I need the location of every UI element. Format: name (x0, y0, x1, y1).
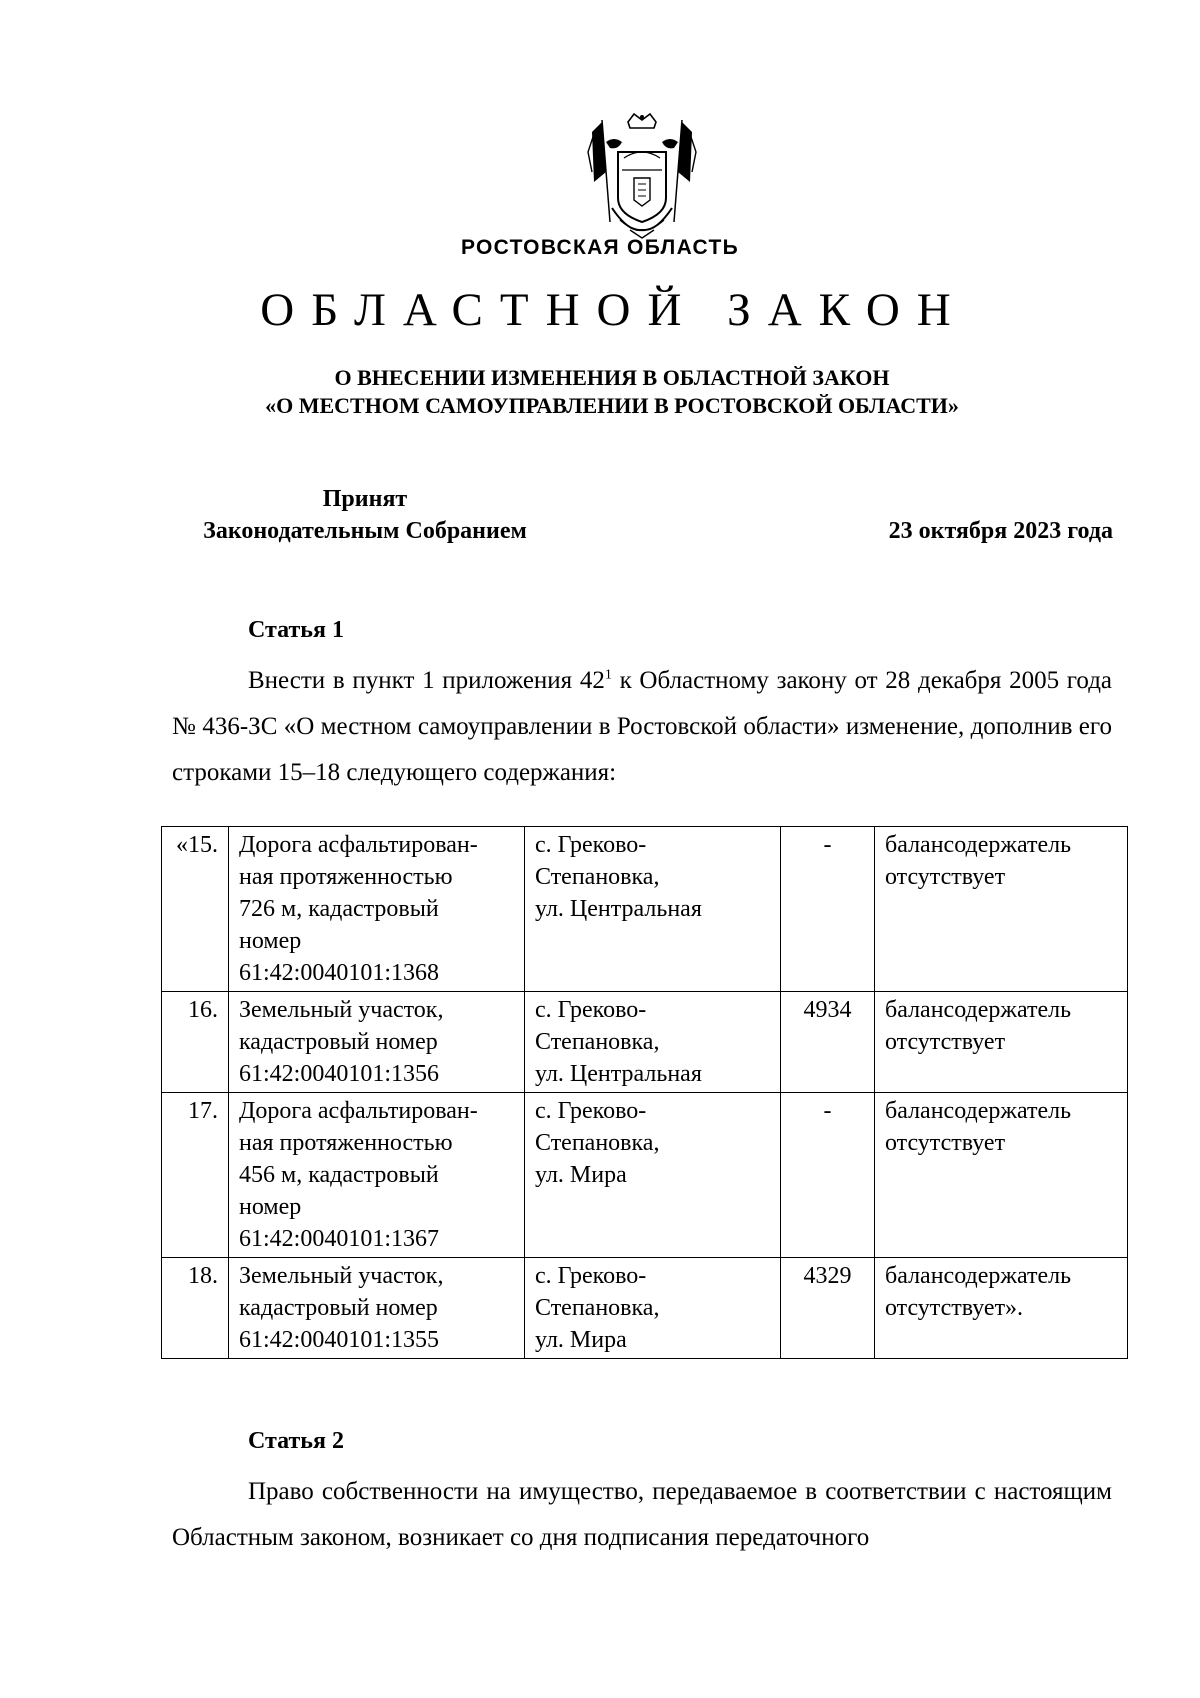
row-number: 16. (188, 997, 218, 1023)
object-name-line: 61:42:0040101:1367 (239, 1226, 440, 1252)
adoption-date: 23 октября 2023 года (888, 518, 1113, 544)
adoption-line1: Принят (322, 486, 408, 512)
area-value: - (823, 1098, 832, 1124)
row-number-cell (162, 1093, 229, 1258)
holder-cell (875, 1093, 1128, 1258)
holder-line: отсутствует (885, 1029, 1006, 1055)
amendment-table-body (162, 827, 1128, 1359)
area-cell (781, 827, 875, 992)
law-type-heading: ОБЛАСТНОЙ ЗАКОН (260, 284, 968, 336)
holder-cell (875, 992, 1128, 1093)
address-line: с. Греково- (535, 832, 647, 858)
address-line: Степановка, (535, 864, 660, 890)
address-line: Степановка, (535, 1029, 660, 1055)
row-number: «15. (176, 832, 218, 858)
holder-line: отсутствует (885, 1130, 1006, 1156)
article1-text (172, 658, 1112, 796)
holder-line: балансодержатель (885, 1098, 1072, 1124)
article1-text-a: Внести в пункт 1 приложения 42 (248, 667, 605, 694)
address-line: Степановка, (535, 1130, 660, 1156)
table-row (162, 1093, 1128, 1258)
address-line: ул. Мира (535, 1162, 627, 1188)
object-name-line: кадастровый номер (239, 1029, 438, 1055)
article2-text: Право собственности на имущество, передаваемое в соответствии с настоящим Областным законом, возникает со дня подписания передаточного (172, 1478, 1112, 1551)
table-row (162, 1258, 1128, 1359)
area-value: 4934 (803, 997, 852, 1023)
object-name-cell (229, 1258, 525, 1359)
address-line: с. Греково- (535, 1098, 647, 1124)
holder-line: балансодержатель (885, 1263, 1072, 1289)
object-name-line: 61:42:0040101:1356 (239, 1061, 440, 1087)
object-name-line: кадастровый номер (239, 1295, 438, 1321)
area-value: 4329 (803, 1263, 852, 1289)
holder-line: балансодержатель (885, 997, 1072, 1023)
address-line: с. Греково- (535, 1263, 647, 1289)
article2-heading: Статья 2 (248, 1428, 344, 1454)
law-title-line1: О ВНЕСЕНИИ ИЗМЕНЕНИЯ В ОБЛАСТНОЙ ЗАКОН (334, 365, 890, 390)
region-name: РОСТОВСКАЯ ОБЛАСТЬ (460, 236, 740, 259)
holder-cell (875, 1258, 1128, 1359)
row-number-cell (162, 992, 229, 1093)
object-name-line: ная протяженностью (239, 864, 453, 890)
address-line: ул. Центральная (535, 1061, 702, 1087)
address-cell (525, 992, 781, 1093)
address-line: Степановка, (535, 1295, 660, 1321)
holder-line: балансодержатель (885, 832, 1072, 858)
object-name-line: номер (239, 1194, 302, 1220)
object-name-cell (229, 992, 525, 1093)
adoption-line2: Законодательным Собранием (203, 518, 527, 544)
object-name-line: 456 м, кадастровый (239, 1162, 439, 1188)
object-name-line: ная протяженностью (239, 1130, 453, 1156)
object-name-line: Земельный участок, (239, 997, 444, 1023)
holder-line: отсутствует (885, 864, 1006, 890)
law-title-line2: «О МЕСТНОМ САМОУПРАВЛЕНИИ В РОСТОВСКОЙ ОБЛАСТИ» (265, 393, 959, 418)
object-name-cell (229, 1093, 525, 1258)
coat-of-arms-emblem (584, 112, 700, 242)
article1-heading: Статья 1 (248, 617, 344, 643)
article1-superscript: 1 (604, 667, 612, 683)
object-name-line: 61:42:0040101:1368 (239, 960, 440, 986)
row-number-cell (162, 1258, 229, 1359)
address-line: с. Греково- (535, 997, 647, 1023)
area-cell (781, 1258, 875, 1359)
area-cell (781, 1093, 875, 1258)
amendment-table (161, 826, 1128, 1359)
table-row (162, 827, 1128, 992)
adoption-block (150, 483, 580, 547)
object-name-line: 726 м, кадастровый (239, 896, 439, 922)
row-number-cell (162, 827, 229, 992)
address-line: ул. Мира (535, 1327, 627, 1353)
row-number: 18. (188, 1263, 218, 1289)
address-cell (525, 1093, 781, 1258)
object-name-line: Земельный участок, (239, 1263, 444, 1289)
holder-line: отсутствует». (885, 1295, 1024, 1321)
holder-cell (875, 827, 1128, 992)
address-cell (525, 1258, 781, 1359)
article1-text-b: к Областному закону от 28 декабря 2005 года № 436-ЗС «О местном самоуправлении в Ростовской области» изменение, дополнив его строками 15–18 следующего содержания: (172, 667, 1113, 786)
area-cell (781, 992, 875, 1093)
address-cell (525, 827, 781, 992)
address-line: ул. Центральная (535, 896, 702, 922)
area-value: - (823, 832, 832, 858)
object-name-line: Дорога асфальтирован- (239, 832, 478, 858)
object-name-line: 61:42:0040101:1355 (239, 1327, 440, 1353)
table-row (162, 992, 1128, 1093)
object-name-cell (229, 827, 525, 992)
row-number: 17. (188, 1098, 218, 1124)
law-title (0, 364, 1200, 420)
object-name-line: номер (239, 928, 302, 954)
object-name-line: Дорога асфальтирован- (239, 1098, 478, 1124)
